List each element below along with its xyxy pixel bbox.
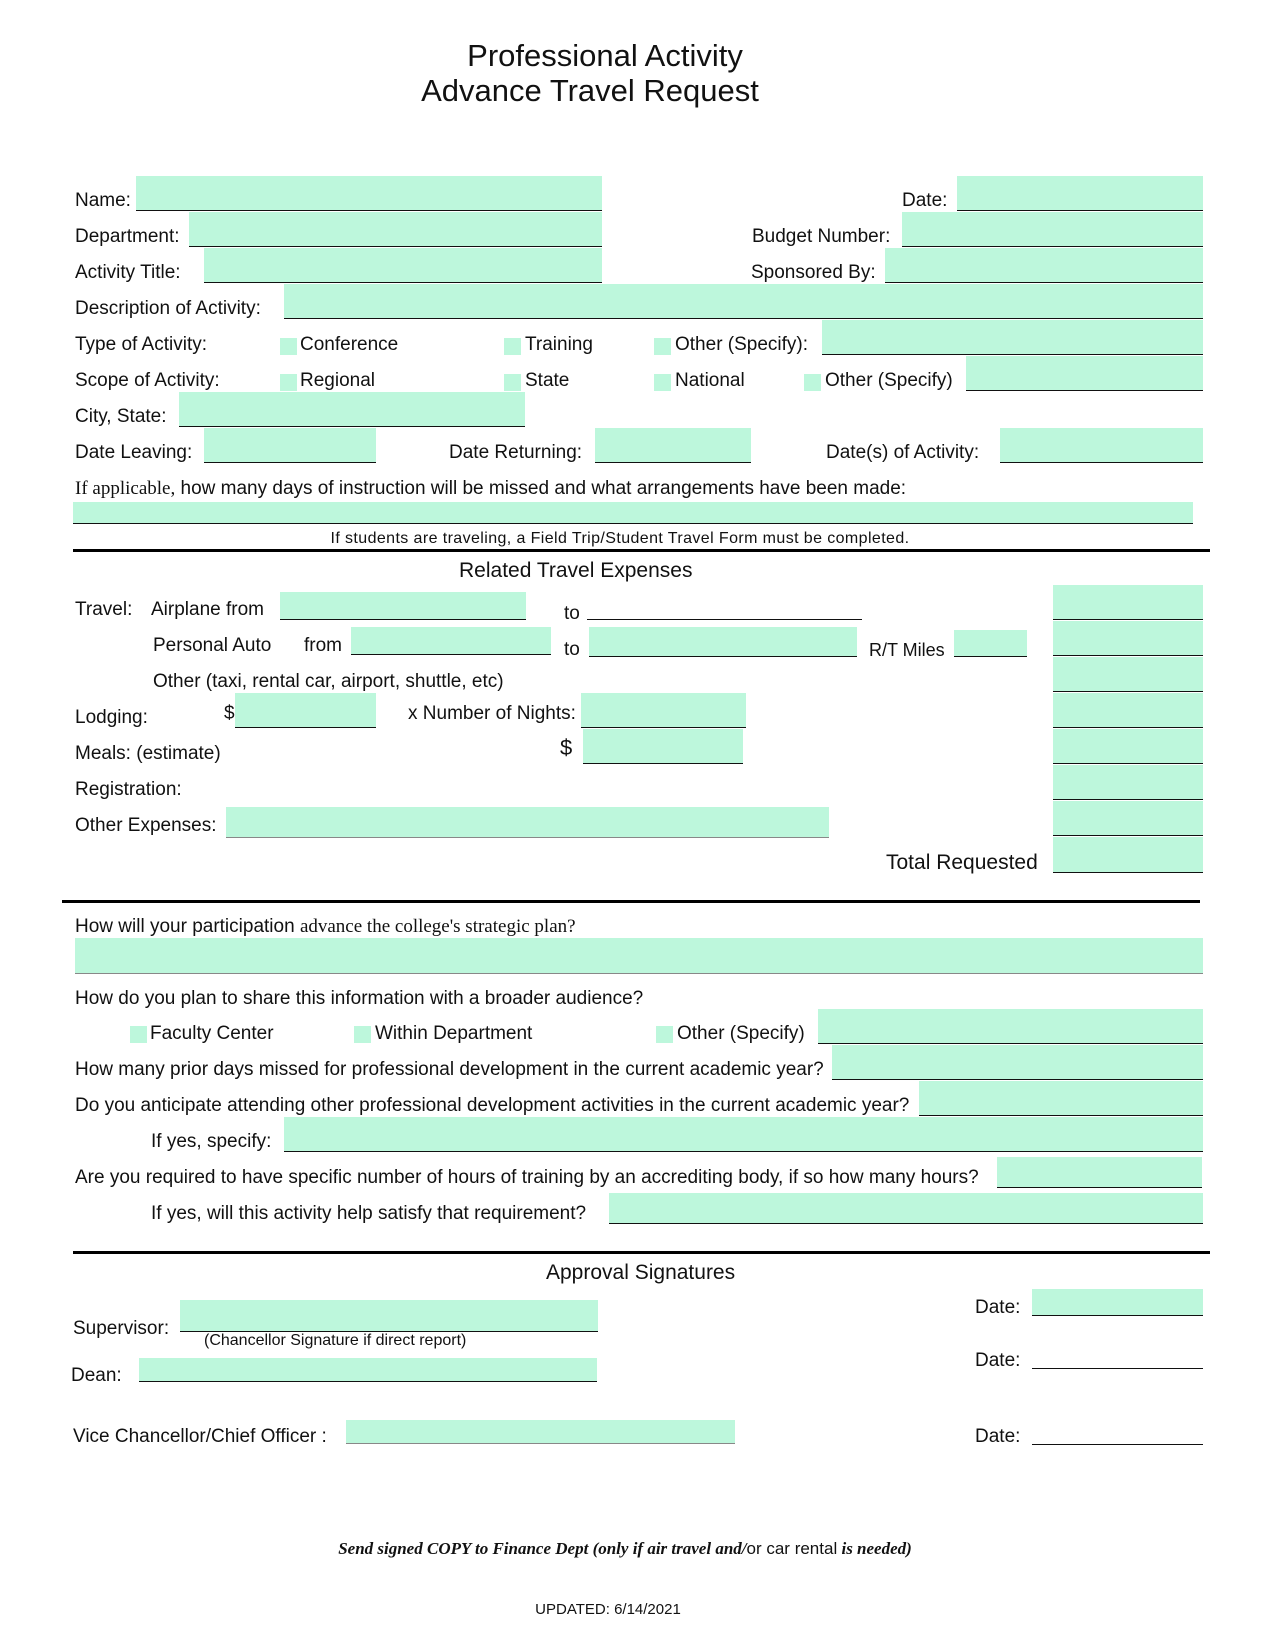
amount-personal-auto-field[interactable] [1053,621,1203,656]
supervisor-date-field[interactable] [1032,1289,1203,1316]
anticipate-field[interactable] [919,1081,1203,1116]
accrediting-hours-question: Are you required to have specific number of hours of training by an accrediting body, if so how many hours? [75,1167,979,1188]
activity-title-field[interactable] [204,248,602,283]
amount-meals-field[interactable] [1053,729,1203,764]
total-requested-label: Total Requested [886,851,1038,874]
regional-checkbox[interactable] [280,374,297,391]
description-field[interactable] [284,284,1203,319]
dates-of-activity-field[interactable] [1000,428,1203,463]
name-field[interactable] [136,176,602,211]
state-option-label: State [525,370,570,391]
department-field[interactable] [189,212,602,247]
students-travel-note: If students are traveling, a Field Trip/Student Travel Form must be completed. [330,530,910,547]
meals-label: Meals: (estimate) [75,743,221,764]
dates-of-activity-label: Date(s) of Activity: [826,442,980,463]
meals-dollar-sign: $ [560,735,573,760]
supervisor-label: Supervisor: [73,1318,170,1339]
total-requested-field[interactable] [1053,837,1203,873]
if-yes-specify-label: If yes, specify: [151,1131,272,1152]
sponsored-by-label: Sponsored By: [751,262,876,283]
faculty-center-checkbox[interactable] [130,1026,147,1043]
send-copy-note-b: or car rental [746,1539,838,1558]
prior-days-question: How many prior days missed for professional development in the current academic year? [75,1059,824,1080]
within-department-checkbox[interactable] [354,1026,371,1043]
rt-miles-field[interactable] [954,630,1027,657]
auto-from-label: from [304,635,342,656]
other-expenses-field[interactable] [226,807,829,838]
scope-other-specify-field[interactable] [966,356,1203,391]
chancellor-signature-note: (Chancellor Signature if direct report) [204,1332,467,1349]
amount-other-transport-field[interactable] [1053,657,1203,692]
travel-label: Travel: [75,599,133,620]
airplane-to-label: to [564,603,580,624]
date-returning-field[interactable] [595,428,751,463]
date-leaving-label: Date Leaving: [75,442,193,463]
updated-date: UPDATED: 6/14/2021 [535,1601,681,1618]
scope-of-activity-label: Scope of Activity: [75,370,220,391]
strategic-plan-field[interactable] [75,938,1203,974]
strategic-plan-question-a: How will your participation [75,916,295,937]
accrediting-hours-field[interactable] [997,1157,1202,1188]
instruction-question-text: how many days of instruction will be missed and what arrangements have been made: [180,478,907,499]
anticipate-question: Do you anticipate attending other professional development activities in the current academic year? [75,1095,910,1116]
date-label: Date: [902,190,948,211]
approval-signatures-heading: Approval Signatures [546,1261,736,1284]
strategic-plan-question-b: advance the college's strategic plan? [299,916,576,937]
send-copy-note-a: Send signed COPY to Finance Dept (only if air travel and/ [338,1539,747,1558]
city-state-label: City, State: [75,406,167,427]
auto-to-field[interactable] [589,627,857,657]
share-question: How do you plan to share this information with a broader audience? [75,988,644,1009]
scope-other-checkbox[interactable] [804,374,821,391]
share-other-option-label: Other (Specify) [677,1023,805,1044]
city-state-field[interactable] [179,392,525,427]
state-checkbox[interactable] [504,374,521,391]
personal-auto-label: Personal Auto [153,635,272,656]
travel-expenses-heading: Related Travel Expenses [459,559,693,582]
faculty-center-option-label: Faculty Center [150,1023,274,1044]
vice-chancellor-date-line[interactable] [1032,1444,1203,1445]
amount-lodging-field[interactable] [1053,693,1203,728]
satisfy-requirement-field[interactable] [609,1193,1203,1224]
within-department-option-label: Within Department [375,1023,533,1044]
national-checkbox[interactable] [654,374,671,391]
conference-checkbox[interactable] [280,338,297,355]
activity-title-label: Activity Title: [75,262,181,283]
vice-chancellor-signature-field[interactable] [346,1420,735,1444]
auto-to-label: to [564,639,580,660]
send-copy-note-c: is needed) [837,1539,912,1558]
instruction-question [75,478,906,500]
number-of-nights-label: x Number of Nights: [408,703,576,724]
form-title-line2: Advance Travel Request [421,73,759,108]
date-returning-label: Date Returning: [449,442,583,463]
dean-date-line[interactable] [1032,1368,1203,1369]
instruction-question-lead: If applicable, [75,478,176,499]
number-of-nights-field[interactable] [581,693,746,728]
section-divider-1 [73,549,1210,552]
auto-from-field[interactable] [351,627,551,655]
training-option-label: Training [525,334,593,355]
share-other-specify-field[interactable] [818,1009,1203,1044]
other-transport-label: Other (taxi, rental car, airport, shuttle, etc) [153,671,504,692]
rt-miles-label: R/T Miles [869,640,945,660]
type-other-specify-field[interactable] [822,320,1203,355]
lodging-rate-field[interactable] [235,693,376,728]
conference-option-label: Conference [300,334,399,355]
scope-other-option-label: Other (Specify) [825,370,953,391]
section-divider-3 [73,1251,1210,1254]
lodging-dollar-sign: $ [224,703,235,724]
airplane-from-field[interactable] [280,592,526,620]
section-divider-2 [62,900,1200,903]
amount-other-expenses-field[interactable] [1053,801,1203,836]
form-title-line1: Professional Activity [467,38,743,73]
instruction-arrangements-field[interactable] [73,502,1193,524]
prior-days-field[interactable] [832,1045,1203,1080]
airplane-from-label: Airplane from [151,599,264,620]
dean-date-label: Date: [975,1350,1021,1371]
date-field[interactable] [957,176,1203,211]
type-other-option-label: Other (Specify): [675,334,809,355]
national-option-label: National [675,370,745,391]
dean-label: Dean: [71,1365,122,1386]
date-leaving-field[interactable] [204,428,376,463]
regional-option-label: Regional [300,370,375,391]
meals-estimate-field[interactable] [583,729,743,764]
sponsored-by-field[interactable] [885,248,1203,283]
training-checkbox[interactable] [504,338,521,355]
budget-number-field[interactable] [902,212,1203,247]
strategic-plan-question [75,916,576,938]
share-other-checkbox[interactable] [656,1026,673,1043]
vice-chancellor-date-label: Date: [975,1426,1021,1447]
send-copy-note [0,1538,1250,1560]
amount-airplane-field[interactable] [1053,585,1203,620]
registration-label: Registration: [75,779,182,800]
dean-signature-field[interactable] [139,1358,597,1382]
budget-number-label: Budget Number: [752,226,891,247]
airplane-to-line[interactable] [587,619,862,620]
type-of-activity-label: Type of Activity: [75,334,207,355]
type-other-checkbox[interactable] [654,338,671,355]
description-label: Description of Activity: [75,298,261,319]
if-yes-specify-field[interactable] [284,1117,1203,1152]
lodging-label: Lodging: [75,707,148,728]
vice-chancellor-label: Vice Chancellor/Chief Officer : [73,1426,327,1447]
supervisor-date-label: Date: [975,1297,1021,1318]
name-label: Name: [75,190,131,211]
amount-registration-field[interactable] [1053,765,1203,800]
other-expenses-label: Other Expenses: [75,815,217,836]
department-label: Department: [75,226,180,247]
satisfy-requirement-question: If yes, will this activity help satisfy that requirement? [151,1203,587,1224]
supervisor-signature-field[interactable] [180,1300,598,1332]
